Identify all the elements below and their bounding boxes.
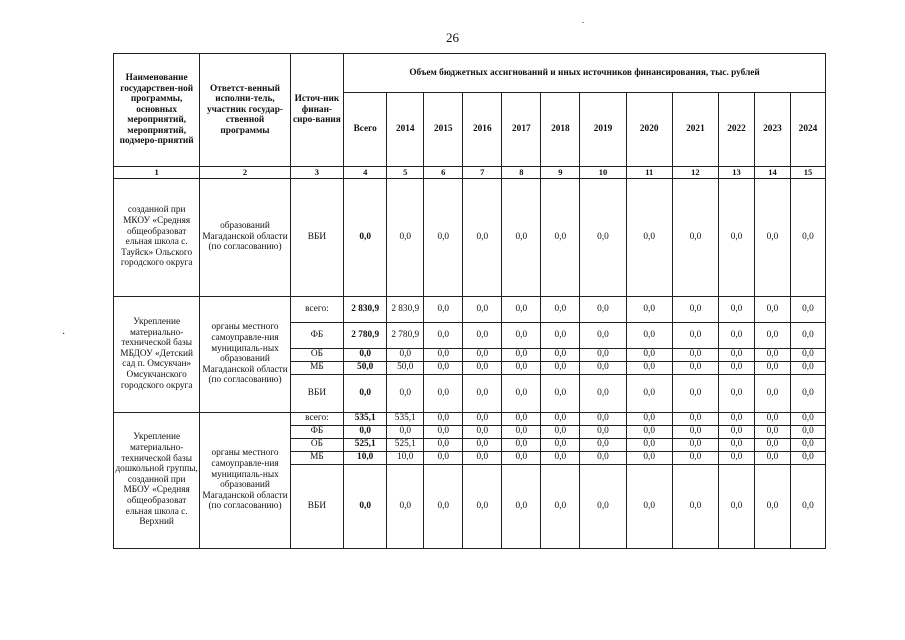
year-value: 0,0 (541, 322, 580, 348)
total-value: 50,0 (344, 361, 387, 374)
year-value: 0,0 (672, 438, 718, 451)
year-value: 0,0 (502, 296, 541, 322)
year-value: 0,0 (626, 374, 672, 412)
header-year-2024: 2024 (790, 93, 825, 167)
year-value: 0,0 (424, 322, 463, 348)
year-value: 0,0 (790, 296, 825, 322)
year-value: 0,0 (502, 451, 541, 464)
year-value: 50,0 (387, 361, 424, 374)
table-body (114, 178, 826, 548)
funding-source: МБ (290, 361, 343, 374)
funding-source: ВБИ (290, 374, 343, 412)
responsible-executor: образований Магаданской области (по согласованию) (200, 178, 290, 296)
year-value: 0,0 (424, 464, 463, 548)
year-value: 0,0 (626, 322, 672, 348)
header-year-2021: 2021 (672, 93, 718, 167)
year-value: 0,0 (463, 451, 502, 464)
year-value: 0,0 (719, 451, 755, 464)
total-value: 525,1 (344, 438, 387, 451)
year-value: 0,0 (754, 178, 790, 296)
column-index-13: 13 (719, 167, 755, 179)
scan-dot: · (62, 329, 66, 340)
year-value: 0,0 (387, 348, 424, 361)
table-row (114, 412, 826, 425)
year-value: 0,0 (463, 361, 502, 374)
year-value: 0,0 (790, 451, 825, 464)
year-value: 0,0 (541, 464, 580, 548)
year-value: 0,0 (672, 296, 718, 322)
year-value: 0,0 (541, 374, 580, 412)
year-value: 0,0 (790, 361, 825, 374)
year-value: 0,0 (754, 348, 790, 361)
funding-source: ФБ (290, 425, 343, 438)
year-value: 0,0 (719, 438, 755, 451)
header-source: Источ-ник финан-сиро-вания (290, 54, 343, 167)
year-value: 0,0 (541, 296, 580, 322)
funding-source: МБ (290, 451, 343, 464)
year-value: 0,0 (502, 438, 541, 451)
year-value: 0,0 (580, 178, 626, 296)
year-value: 0,0 (790, 438, 825, 451)
total-value: 0,0 (344, 178, 387, 296)
year-value: 2 830,9 (387, 296, 424, 322)
year-value: 0,0 (672, 348, 718, 361)
year-value: 0,0 (424, 374, 463, 412)
year-value: 0,0 (424, 425, 463, 438)
column-index-7: 7 (463, 167, 502, 179)
year-value: 0,0 (463, 412, 502, 425)
funding-source: ФБ (290, 322, 343, 348)
year-value: 0,0 (672, 451, 718, 464)
year-value: 0,0 (580, 361, 626, 374)
year-value: 0,0 (541, 412, 580, 425)
budget-table (113, 53, 826, 549)
year-value: 0,0 (463, 464, 502, 548)
year-value: 0,0 (626, 425, 672, 438)
header-year-2022: 2022 (719, 93, 755, 167)
column-index-4: 4 (344, 167, 387, 179)
year-value: 0,0 (626, 178, 672, 296)
header-year-2017: 2017 (502, 93, 541, 167)
program-name: Укрепление материально-технической базы дошкольной группы, созданной при МБОУ «Средняя общеобразоват ельная школа с. Верхний (114, 412, 200, 548)
year-value: 0,0 (502, 361, 541, 374)
year-value: 0,0 (502, 322, 541, 348)
year-value: 0,0 (719, 464, 755, 548)
year-value: 0,0 (790, 178, 825, 296)
year-value: 0,0 (387, 464, 424, 548)
header-year-2014: 2014 (387, 93, 424, 167)
table-header (114, 54, 826, 179)
year-value: 0,0 (790, 348, 825, 361)
year-value: 0,0 (672, 361, 718, 374)
column-index-9: 9 (541, 167, 580, 179)
year-value: 0,0 (719, 296, 755, 322)
funding-source: ОБ (290, 348, 343, 361)
header-year-2015: 2015 (424, 93, 463, 167)
year-value: 0,0 (502, 374, 541, 412)
year-value: 0,0 (424, 361, 463, 374)
column-index-row (114, 167, 826, 179)
total-value: 0,0 (344, 425, 387, 438)
year-value: 0,0 (754, 425, 790, 438)
total-value: 0,0 (344, 464, 387, 548)
year-value: 0,0 (541, 451, 580, 464)
header-name: Наименование государствен-ной программы, основных мероприятий, мероприятий, подмеро-приятий (114, 54, 200, 167)
column-index-10: 10 (580, 167, 626, 179)
column-index-5: 5 (387, 167, 424, 179)
year-value: 525,1 (387, 438, 424, 451)
year-value: 0,0 (719, 412, 755, 425)
year-value: 0,0 (580, 374, 626, 412)
year-value: 0,0 (672, 374, 718, 412)
header-year-2016: 2016 (463, 93, 502, 167)
year-value: 0,0 (626, 451, 672, 464)
column-index-3: 3 (290, 167, 343, 179)
page-number: 26 (446, 30, 459, 45)
year-value: 0,0 (719, 425, 755, 438)
year-value: 0,0 (580, 322, 626, 348)
year-value: 0,0 (541, 361, 580, 374)
column-index-15: 15 (790, 167, 825, 179)
year-value: 0,0 (502, 425, 541, 438)
year-value: 0,0 (672, 412, 718, 425)
column-index-8: 8 (502, 167, 541, 179)
year-value: 0,0 (719, 322, 755, 348)
year-value: 0,0 (626, 361, 672, 374)
scan-mark (582, 22, 584, 23)
header-year-2019: 2019 (580, 93, 626, 167)
year-value: 0,0 (719, 178, 755, 296)
column-index-14: 14 (754, 167, 790, 179)
program-name: созданной при МКОУ «Средняя общеобразоват ельная школа с. Тауйск» Ольского городского округа (114, 178, 200, 296)
year-value: 0,0 (790, 464, 825, 548)
year-value: 0,0 (626, 438, 672, 451)
total-value: 2 830,9 (344, 296, 387, 322)
total-value: 2 780,9 (344, 322, 387, 348)
funding-source: ОБ (290, 438, 343, 451)
year-value: 0,0 (463, 296, 502, 322)
year-value: 0,0 (790, 322, 825, 348)
total-value: 10,0 (344, 451, 387, 464)
column-index-11: 11 (626, 167, 672, 179)
year-value: 0,0 (672, 322, 718, 348)
table-row (114, 296, 826, 322)
year-value: 0,0 (424, 348, 463, 361)
year-value: 0,0 (387, 425, 424, 438)
year-value: 0,0 (463, 322, 502, 348)
year-value: 0,0 (424, 438, 463, 451)
year-value: 0,0 (580, 464, 626, 548)
year-value: 535,1 (387, 412, 424, 425)
header-budget-title: Объем бюджетных ассигнований и иных источников финансирования, тыс. рублей (344, 54, 826, 93)
year-value: 0,0 (580, 348, 626, 361)
year-value: 0,0 (580, 412, 626, 425)
year-value: 0,0 (754, 296, 790, 322)
funding-source: ВБИ (290, 464, 343, 548)
year-value: 0,0 (502, 348, 541, 361)
funding-source: всего: (290, 296, 343, 322)
funding-source: ВБИ (290, 178, 343, 296)
year-value: 2 780,9 (387, 322, 424, 348)
year-value: 0,0 (424, 451, 463, 464)
year-value: 0,0 (387, 374, 424, 412)
year-value: 0,0 (719, 374, 755, 412)
year-value: 0,0 (672, 425, 718, 438)
year-value: 0,0 (754, 374, 790, 412)
year-value: 0,0 (424, 296, 463, 322)
header-total: Всего (344, 93, 387, 167)
year-value: 0,0 (463, 348, 502, 361)
year-value: 0,0 (463, 178, 502, 296)
year-value: 0,0 (580, 438, 626, 451)
year-value: 0,0 (424, 178, 463, 296)
year-value: 0,0 (790, 412, 825, 425)
column-index-2: 2 (200, 167, 290, 179)
year-value: 0,0 (754, 412, 790, 425)
table-row (114, 178, 826, 296)
year-value: 0,0 (580, 425, 626, 438)
year-value: 0,0 (580, 296, 626, 322)
year-value: 0,0 (719, 361, 755, 374)
year-value: 0,0 (541, 178, 580, 296)
year-value: 0,0 (626, 464, 672, 548)
year-value: 0,0 (463, 374, 502, 412)
total-value: 0,0 (344, 374, 387, 412)
header-year-2023: 2023 (754, 93, 790, 167)
header-year-2020: 2020 (626, 93, 672, 167)
year-value: 0,0 (790, 374, 825, 412)
year-value: 0,0 (626, 296, 672, 322)
responsible-executor: органы местного самоуправле-ния муниципаль-ных образований Магаданской области (по согласованию) (200, 296, 290, 412)
funding-source: всего: (290, 412, 343, 425)
column-index-1: 1 (114, 167, 200, 179)
year-value: 0,0 (541, 438, 580, 451)
year-value: 0,0 (626, 412, 672, 425)
year-value: 0,0 (754, 322, 790, 348)
year-value: 0,0 (672, 464, 718, 548)
total-value: 535,1 (344, 412, 387, 425)
year-value: 0,0 (502, 412, 541, 425)
total-value: 0,0 (344, 348, 387, 361)
program-name: Укрепление материально-технической базы МБДОУ «Детский сад п. Омсукчан» Омсукчанского городского округа (114, 296, 200, 412)
responsible-executor: органы местного самоуправле-ния муниципаль-ных образований Магаданской области (по согласованию) (200, 412, 290, 548)
column-index-6: 6 (424, 167, 463, 179)
year-value: 0,0 (754, 438, 790, 451)
year-value: 0,0 (754, 361, 790, 374)
year-value: 0,0 (541, 348, 580, 361)
year-value: 0,0 (672, 178, 718, 296)
column-index-12: 12 (672, 167, 718, 179)
year-value: 0,0 (424, 412, 463, 425)
year-value: 0,0 (754, 451, 790, 464)
year-value: 0,0 (626, 348, 672, 361)
year-value: 0,0 (754, 464, 790, 548)
year-value: 0,0 (502, 464, 541, 548)
year-value: 0,0 (790, 425, 825, 438)
year-value: 0,0 (463, 438, 502, 451)
year-value: 0,0 (387, 178, 424, 296)
year-value: 0,0 (463, 425, 502, 438)
year-value: 0,0 (541, 425, 580, 438)
header-year-2018: 2018 (541, 93, 580, 167)
year-value: 0,0 (580, 451, 626, 464)
year-value: 0,0 (502, 178, 541, 296)
header-responsible: Ответст-венный исполни-тель, участник государ-ственной программы (200, 54, 290, 167)
year-value: 0,0 (719, 348, 755, 361)
year-value: 10,0 (387, 451, 424, 464)
